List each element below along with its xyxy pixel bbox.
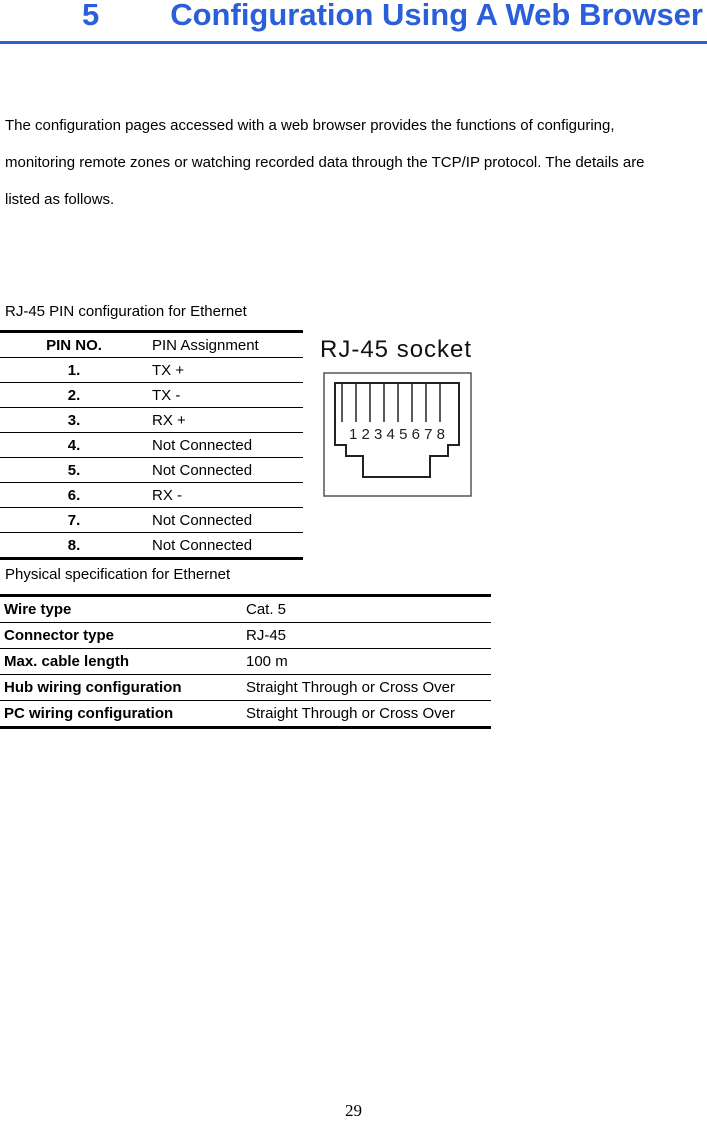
table-row: [0, 701, 491, 728]
chapter-number: 5: [82, 0, 100, 32]
table-row: [0, 383, 303, 408]
table-row: [0, 533, 303, 559]
chapter-title: Configuration Using A Web Browser: [170, 0, 703, 32]
pin-assignment: Not Connected: [148, 433, 303, 458]
pin-assignment: TX -: [148, 383, 303, 408]
table-header-row: [0, 332, 303, 358]
chapter-heading: [0, 0, 707, 44]
table-row: [0, 649, 491, 675]
spec-label: Hub wiring configuration: [0, 675, 242, 701]
column-header-pin-no: PIN NO.: [0, 332, 148, 358]
intro-line: listed as follows.: [5, 191, 115, 208]
table-row: [0, 458, 303, 483]
spec-value: Cat. 5: [242, 596, 491, 623]
table-row: [0, 508, 303, 533]
table-row: [0, 408, 303, 433]
spec-value: Straight Through or Cross Over: [242, 675, 491, 701]
table-row: [0, 358, 303, 383]
table-row: [0, 596, 491, 623]
pin-config-caption: RJ-45 PIN configuration for Ethernet: [5, 303, 247, 320]
socket-title: RJ-45 socket: [320, 336, 473, 363]
pin-assignment: Not Connected: [148, 508, 303, 533]
spec-label: Wire type: [0, 596, 242, 623]
physical-spec-table: [0, 594, 491, 729]
spec-value: Straight Through or Cross Over: [246, 705, 455, 722]
table-row: [0, 483, 303, 508]
pin-assignment: TX +: [148, 358, 303, 383]
table-row: [0, 433, 303, 458]
pin-number: 1.: [0, 358, 148, 383]
table-row: [0, 623, 491, 649]
physical-spec-caption: Physical specification for Ethernet: [5, 566, 231, 583]
intro-line: monitoring remote zones or watching recorded data through the TCP/IP protocol. The details are: [5, 154, 645, 171]
pin-assignment: Not Connected: [148, 458, 303, 483]
pin-number: 5.: [0, 458, 148, 483]
pin-number: 6.: [0, 483, 148, 508]
column-header-pin-assignment: PIN Assignment: [148, 332, 303, 358]
spec-label: Max. cable length: [0, 649, 242, 675]
page-number: 29: [345, 1101, 362, 1120]
intro-line: The configuration pages accessed with a web browser provides the functions of configuring,: [5, 117, 615, 134]
pin-assignment: RX +: [148, 408, 303, 433]
table-row: [0, 675, 491, 701]
spec-value: RJ-45: [242, 623, 491, 649]
pin-number: 4.: [0, 433, 148, 458]
pin-assignment: Not Connected: [152, 536, 253, 554]
spec-value: 100 m: [242, 649, 491, 675]
pin-config-table: [0, 330, 303, 560]
pin-number: 2.: [0, 383, 148, 408]
pin-number: 7.: [0, 508, 148, 533]
spec-label: PC wiring configuration: [4, 705, 174, 722]
pin-assignment: RX -: [148, 483, 303, 508]
rj45-socket-diagram: [318, 336, 478, 506]
socket-pin-numbers: 1 2 3 4 5 6 7 8: [349, 426, 445, 443]
pin-number: 3.: [0, 408, 148, 433]
spec-label: Connector type: [0, 623, 242, 649]
pin-number: 8.: [67, 536, 81, 554]
